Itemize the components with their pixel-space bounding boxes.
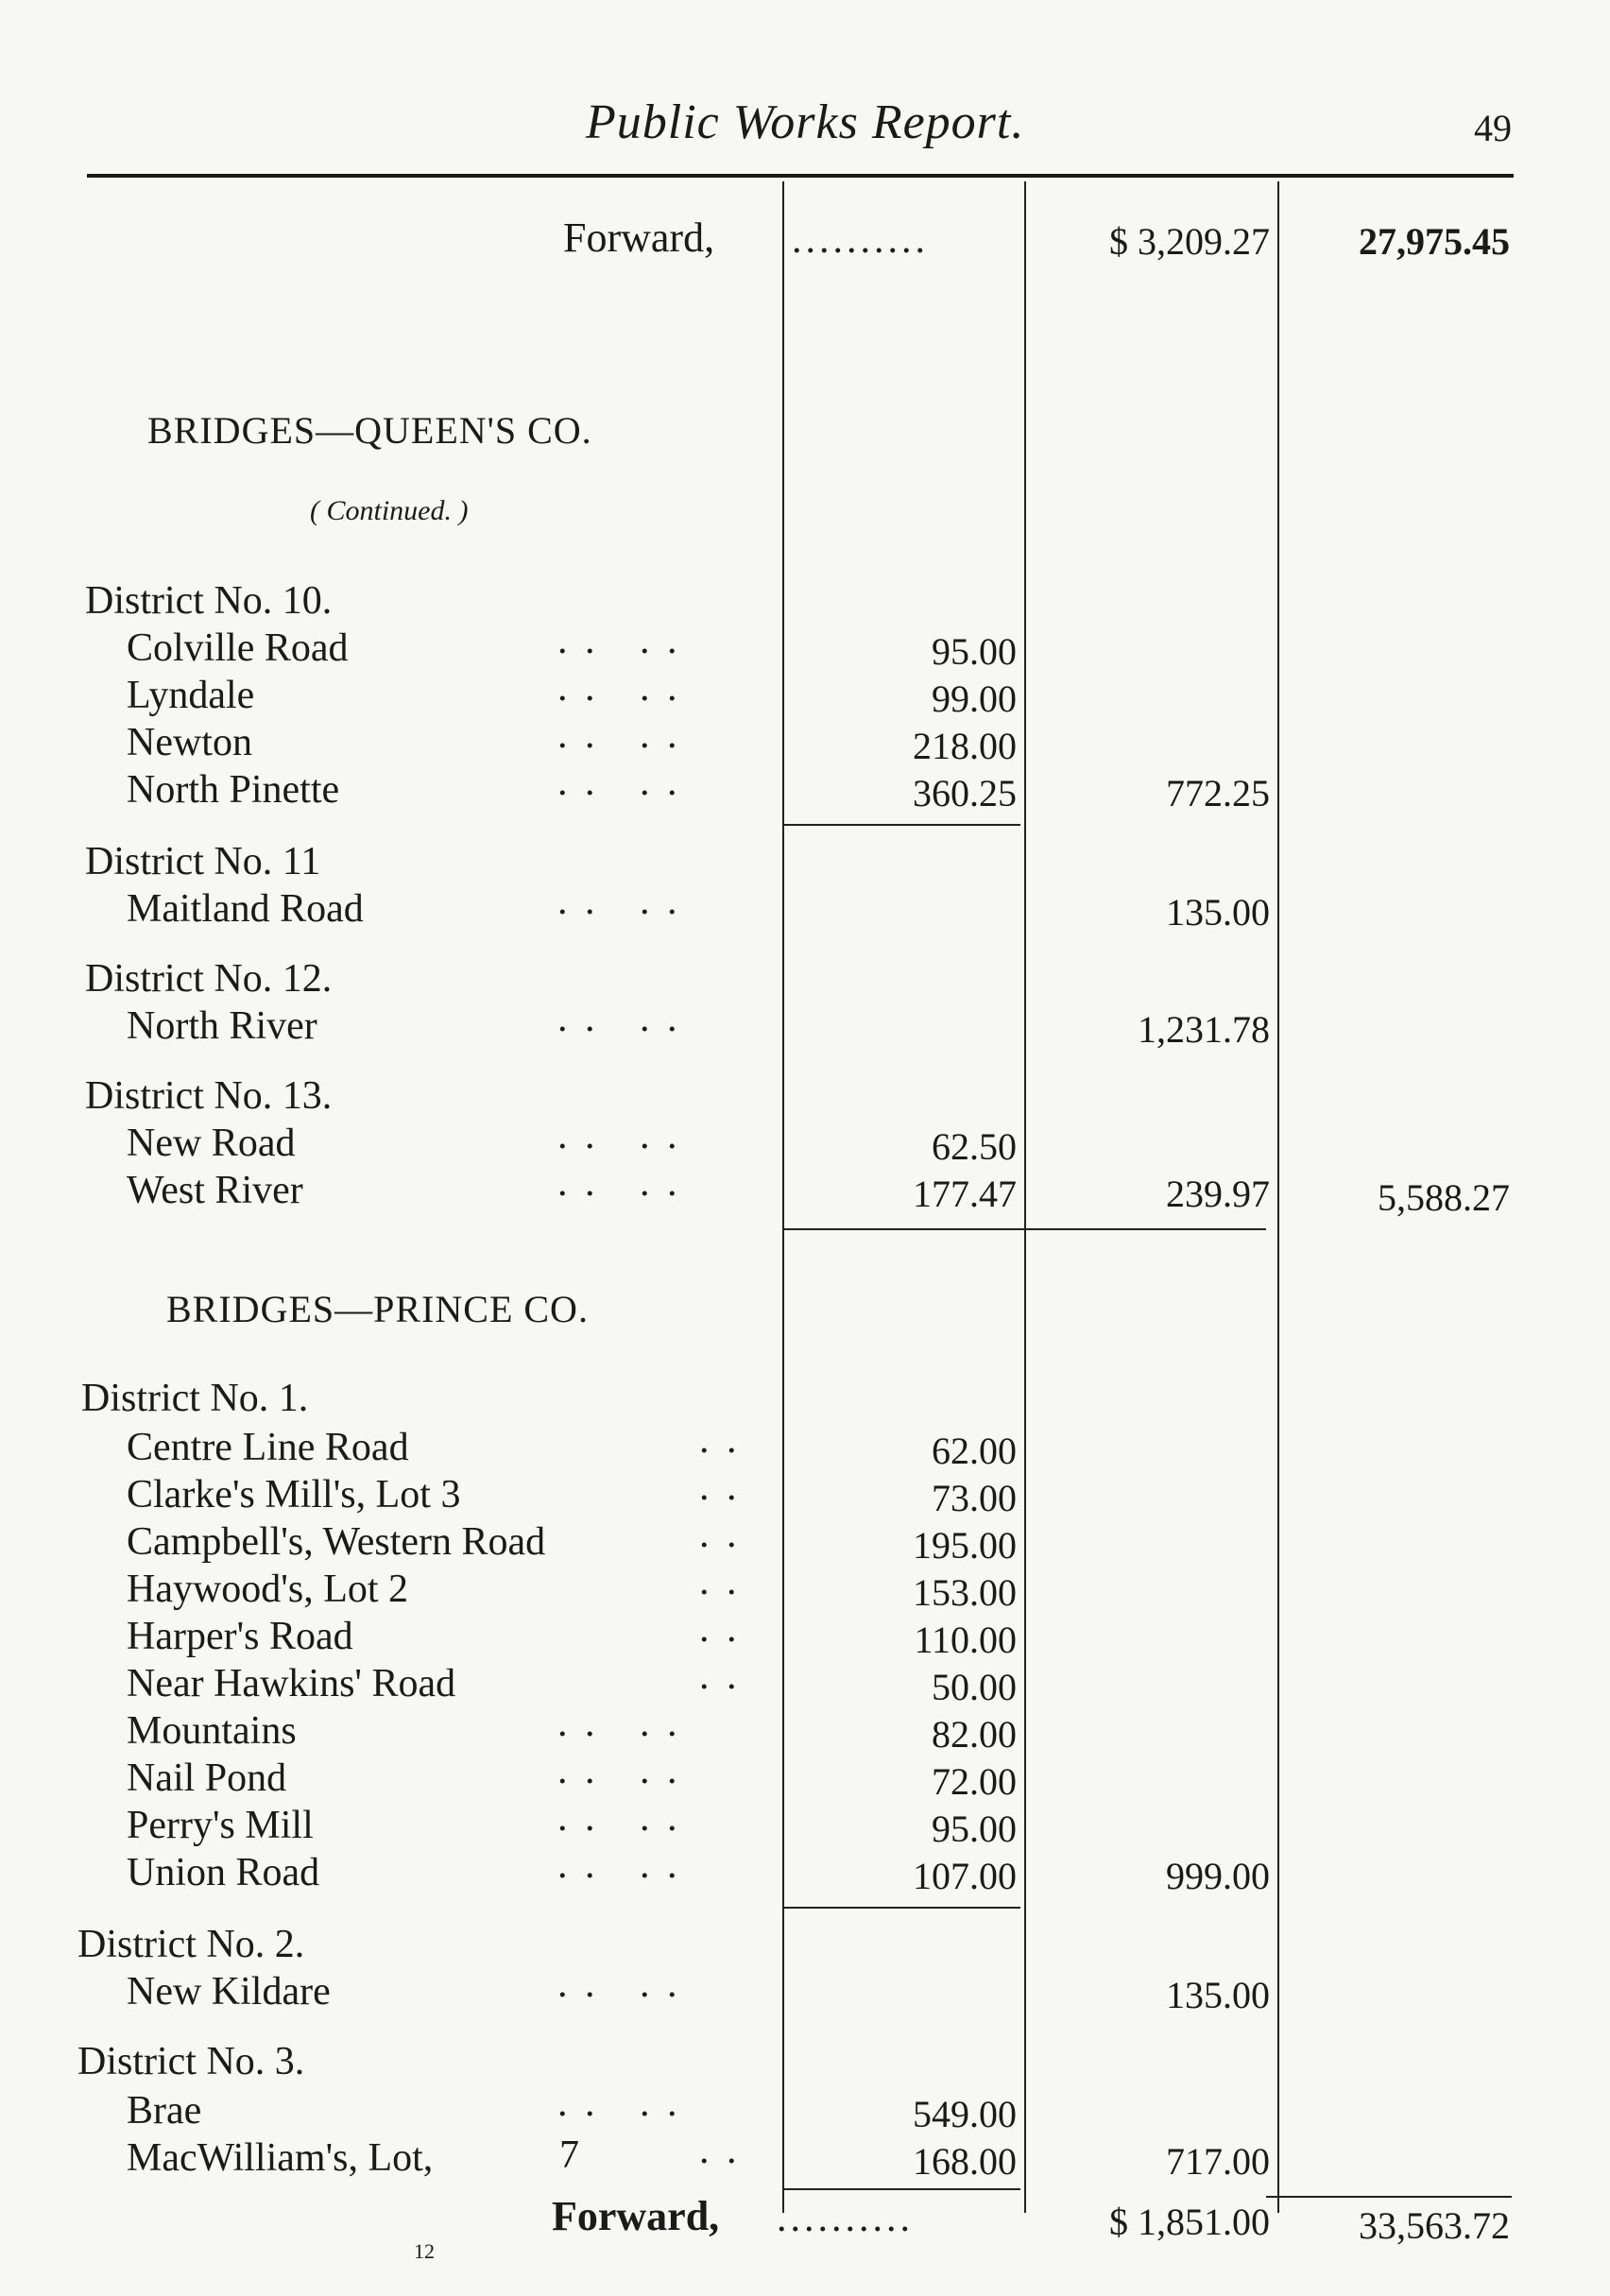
dot-leader: . . xyxy=(699,1560,741,1603)
value-union-road: 107.00 xyxy=(913,1855,1017,1897)
column-rule-2 xyxy=(1024,181,1026,2213)
district-11-title: District No. 11 xyxy=(85,840,321,883)
folio-number: 12 xyxy=(414,2239,435,2263)
dot-leader: . . . . xyxy=(557,761,681,804)
total-rule-bottom xyxy=(1266,2196,1512,2198)
dot-leader: . . . . xyxy=(557,666,681,710)
item-perrys-mill: Perry's Mill xyxy=(127,1804,314,1847)
forward-col3-top: 27,975.45 xyxy=(1359,220,1510,263)
item-west-river: West River xyxy=(127,1169,303,1212)
total-district-13: 239.97 xyxy=(1166,1173,1270,1215)
value-harpers-road: 110.00 xyxy=(914,1619,1017,1661)
item-centre-line-road: Centre Line Road xyxy=(127,1426,409,1469)
dot-leader: . . xyxy=(699,1654,741,1698)
value-north-pinette: 360.25 xyxy=(913,772,1017,814)
forward-col3-bottom: 33,563.72 xyxy=(1359,2204,1510,2247)
value-mountains: 82.00 xyxy=(932,1713,1017,1756)
column-rule-3 xyxy=(1277,181,1279,2213)
dot-leader: . . . . xyxy=(557,1161,681,1205)
dot-leader: . . . . xyxy=(557,880,681,923)
total-district-12: 1,231.78 xyxy=(1138,1008,1270,1051)
value-new-road: 62.50 xyxy=(932,1125,1017,1168)
value-haywoods: 153.00 xyxy=(913,1571,1017,1614)
forward-col2-top: $ 3,209.27 xyxy=(1109,220,1270,263)
district-3-title: District No. 3. xyxy=(77,2040,305,2083)
item-mountains: Mountains xyxy=(127,1709,297,1753)
district-13-title: District No. 13. xyxy=(85,1074,333,1118)
total-rule-queens xyxy=(784,1228,1266,1230)
dot-leader: . . xyxy=(699,1465,741,1509)
total-district-1: 999.00 xyxy=(1166,1855,1270,1897)
value-perrys-mill: 95.00 xyxy=(932,1808,1017,1850)
item-colville-road: Colville Road xyxy=(127,626,349,670)
subtotal-rule-d1 xyxy=(784,1907,1020,1909)
forward-dots-bottom: .......... xyxy=(777,2197,914,2240)
continued-note: ( Continued. ) xyxy=(310,495,469,526)
item-lyndale: Lyndale xyxy=(127,674,255,717)
dot-leader: . . . . xyxy=(557,1749,681,1792)
section-heading-queens: BRIDGES—QUEEN'S CO. xyxy=(147,409,592,452)
value-near-hawkins-road: 50.00 xyxy=(932,1666,1017,1708)
item-clarkes-mills: Clarke's Mill's, Lot 3 xyxy=(127,1473,461,1516)
subtotal-rule-d10 xyxy=(784,824,1020,826)
district-10-title: District No. 10. xyxy=(85,579,333,623)
dot-leader: . . xyxy=(699,1418,741,1462)
value-newton: 218.00 xyxy=(913,725,1017,767)
grand-total-queens: 5,588.27 xyxy=(1378,1176,1510,1219)
item-newton: Newton xyxy=(127,721,252,764)
dot-leader: . . . . xyxy=(557,1702,681,1745)
dot-leader: . . . . xyxy=(557,997,681,1040)
value-nail-pond: 72.00 xyxy=(932,1760,1017,1803)
item-macwilliams: MacWilliam's, Lot, xyxy=(127,2136,434,2180)
forward-col2-bottom: $ 1,851.00 xyxy=(1109,2201,1270,2243)
item-harpers-road: Harper's Road xyxy=(127,1615,353,1658)
item-near-hawkins-road: Near Hawkins' Road xyxy=(127,1662,456,1705)
value-campbells: 195.00 xyxy=(913,1524,1017,1567)
item-maitland-road: Maitland Road xyxy=(127,887,364,931)
dot-leader: . . . . xyxy=(557,619,681,662)
item-campbells: Campbell's, Western Road xyxy=(127,1520,546,1564)
value-lyndale: 99.00 xyxy=(932,677,1017,720)
item-north-river: North River xyxy=(127,1004,317,1048)
dot-leader: . . . . xyxy=(557,1796,681,1840)
forward-dots-top: .......... xyxy=(792,218,929,262)
dot-leader: . . . . xyxy=(557,713,681,757)
value-brae: 549.00 xyxy=(913,2093,1017,2135)
dot-leader: . . xyxy=(699,1607,741,1651)
district-1-title: District No. 1. xyxy=(81,1377,309,1420)
forward-label-top: Forward, xyxy=(563,214,715,261)
dot-leader: . . . . xyxy=(557,1962,681,2006)
value-west-river: 177.47 xyxy=(913,1173,1017,1215)
value-centre-line-road: 62.00 xyxy=(932,1430,1017,1472)
dot-leader: . . xyxy=(699,1513,741,1556)
header-rule xyxy=(87,174,1514,178)
item-nail-pond: Nail Pond xyxy=(127,1756,287,1800)
subtotal-rule-d3 xyxy=(784,2188,1020,2190)
value-macwilliams: 168.00 xyxy=(913,2140,1017,2183)
value-colville-road: 95.00 xyxy=(932,630,1017,673)
section-heading-prince: BRIDGES—PRINCE CO. xyxy=(166,1288,589,1330)
dot-leader: . . . . xyxy=(557,1114,681,1157)
item-north-pinette: North Pinette xyxy=(127,768,340,812)
item-brae: Brae xyxy=(127,2089,202,2133)
dot-leader: . . xyxy=(699,2129,741,2172)
total-district-3: 717.00 xyxy=(1166,2140,1270,2183)
total-district-10: 772.25 xyxy=(1166,772,1270,814)
item-union-road: Union Road xyxy=(127,1851,320,1894)
item-macwilliams-lot: 7 xyxy=(559,2133,579,2177)
running-title: Public Works Report. xyxy=(586,95,1025,149)
district-2-title: District No. 2. xyxy=(77,1923,305,1966)
dot-leader: . . . . xyxy=(557,1843,681,1887)
page-number: 49 xyxy=(1474,107,1512,149)
item-new-kildare: New Kildare xyxy=(127,1970,331,2013)
item-new-road: New Road xyxy=(127,1122,296,1165)
item-haywoods: Haywood's, Lot 2 xyxy=(127,1568,409,1611)
value-clarkes-mills: 73.00 xyxy=(932,1477,1017,1519)
dot-leader: . . . . xyxy=(557,2082,681,2125)
total-district-11: 135.00 xyxy=(1166,891,1270,934)
forward-label-bottom: Forward, xyxy=(552,2193,720,2239)
district-12-title: District No. 12. xyxy=(85,957,333,1001)
total-district-2: 135.00 xyxy=(1166,1974,1270,2016)
